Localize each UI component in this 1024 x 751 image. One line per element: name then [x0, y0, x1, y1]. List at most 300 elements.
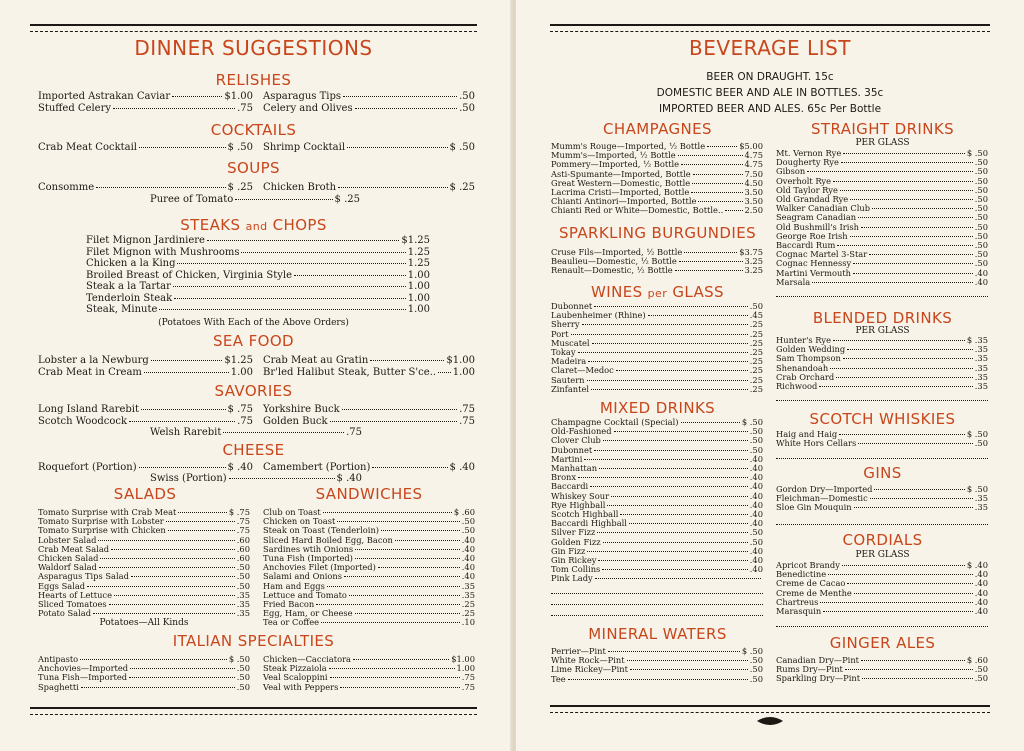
gins-list	[776, 485, 988, 513]
leader-dots	[603, 542, 748, 543]
menu-item-price: 1.00	[407, 269, 430, 281]
menu-item-price: .50	[236, 681, 250, 692]
leader-dots	[568, 679, 748, 680]
menu-item	[150, 427, 362, 439]
leader-dots	[853, 273, 973, 274]
menu-item-price: .40	[461, 534, 475, 545]
leader-dots	[355, 549, 460, 550]
steaks-title-b: CHOPS	[267, 216, 327, 234]
savories-left-list	[38, 404, 253, 427]
menu-item-name: Richwood	[776, 381, 818, 392]
ginger-heading: GINGER ALES	[829, 634, 936, 652]
menu-item	[263, 618, 475, 627]
savories-center-list	[150, 427, 362, 439]
menu-item-price: .40	[461, 553, 475, 564]
menu-item-price: $1.00	[446, 355, 475, 366]
menu-item-price: .50	[236, 562, 250, 573]
menu-item-price: .50	[974, 175, 988, 186]
menu-item-price: .40	[974, 569, 988, 580]
menu-item-name: Bronx	[551, 472, 577, 483]
menu-item-name: Creme de Cacao	[776, 578, 846, 589]
menu-item-name: Zinfantel	[551, 383, 590, 394]
menu-item-name: Steak Pizzaiola	[263, 663, 327, 674]
leader-dots	[235, 199, 332, 200]
menu-item-name: Old-Fashioned	[551, 426, 612, 437]
leader-dots	[847, 583, 972, 584]
menu-item-price: .75	[236, 516, 250, 527]
mixed-list	[551, 418, 763, 584]
leader-dots	[111, 549, 235, 550]
leader-dots	[603, 440, 748, 441]
menu-item-price: 1.00	[407, 304, 430, 315]
menu-item-price: .40	[749, 472, 763, 483]
menu-item-name: Haig and Haig	[776, 429, 838, 439]
menu-item-price: .25	[461, 599, 475, 610]
menu-item	[263, 683, 475, 692]
menu-item-name: Creme de Menthe	[776, 587, 852, 598]
menu-item-price: .35	[974, 353, 988, 364]
leader-dots	[337, 521, 459, 522]
leader-dots	[872, 208, 973, 209]
wines-title-b: GLASS	[667, 283, 724, 301]
cheese-heading: CHEESE	[222, 441, 285, 459]
menu-item-price: .50	[461, 516, 475, 527]
menu-item-name: Muscatel	[551, 337, 590, 348]
blended-sub: PER GLASS	[855, 326, 910, 336]
menu-item-name: Marsala	[776, 276, 811, 287]
beer-line-1: BEER ON DRAUGHT. 15c	[706, 71, 834, 83]
menu-item-name: Sardines wtih Onions	[263, 543, 354, 554]
menu-item-name: Golden Buck	[263, 415, 328, 427]
leader-dots	[823, 611, 973, 612]
menu-item-name: Great Western—Domestic, Bottle	[551, 177, 691, 188]
leader-dots	[614, 431, 748, 432]
leader-dots	[627, 660, 748, 661]
champagnes-list	[551, 142, 763, 216]
menu-item-name: Perrier—Pint	[551, 646, 606, 656]
menu-item-name: Tee	[551, 673, 566, 684]
menu-item-name: Steak a la Tartar	[86, 281, 171, 292]
menu-item	[86, 247, 430, 259]
menu-item-price: .25	[749, 365, 763, 376]
menu-item	[150, 473, 362, 485]
soups-left-list	[38, 182, 253, 194]
menu-item-price: .50	[974, 240, 988, 251]
menu-item-price: $1.00	[451, 654, 475, 664]
menu-item	[551, 464, 763, 473]
leader-dots	[381, 530, 460, 531]
leader-dots	[630, 669, 748, 670]
menu-item-price: $ .50	[966, 148, 988, 158]
menu-item-name: Hunter's Rye	[776, 335, 832, 345]
leader-dots	[590, 486, 748, 487]
menu-item	[263, 404, 475, 416]
menu-item	[263, 462, 475, 474]
scotch-blank-lines	[776, 449, 988, 460]
menu-item-name: Scotch Woodcock	[38, 415, 128, 427]
seafood-left-list	[38, 355, 253, 378]
menu-item-price: $ .60	[966, 655, 988, 665]
menu-item-price: .50	[236, 580, 250, 591]
menu-item-name: Crab Meat au Gratin	[263, 355, 369, 366]
menu-item	[86, 235, 430, 247]
menu-item-price: .50	[974, 157, 988, 168]
leader-dots	[858, 217, 973, 218]
menu-item-price: .50	[749, 435, 763, 446]
leader-dots	[819, 386, 973, 387]
menu-item-price: .35	[461, 580, 475, 591]
menu-item-name: Old Grandad Rye	[776, 194, 849, 205]
straight-blank-lines	[776, 287, 988, 298]
menu-item-price: .25	[749, 374, 763, 385]
menu-item-name: Asti-Spumante—Imported, Bottle	[551, 168, 691, 179]
menu-item-price: 3.50	[744, 196, 763, 207]
menu-item-price: $ .75	[227, 404, 253, 415]
menu-item-price: .50	[749, 444, 763, 455]
menu-item-price: 4.75	[744, 159, 763, 170]
cheese-right-list	[263, 462, 475, 474]
blank-line	[776, 287, 988, 297]
menu-item-name: Spaghetti	[38, 681, 79, 692]
menu-item	[776, 158, 988, 167]
menu-item	[776, 503, 988, 512]
menu-item-name: Marasquin	[776, 606, 822, 617]
leader-dots	[81, 687, 235, 688]
leader-dots	[854, 593, 973, 594]
menu-item	[38, 182, 253, 194]
menu-item-name: Shenandoah	[776, 362, 829, 373]
menu-item-price: .40	[461, 562, 475, 573]
leader-dots	[869, 254, 973, 255]
menu-item-name: Chianti Red or White—Domestic, Bottle..	[551, 205, 724, 216]
menu-item-name: Lobster a la Newburg	[38, 355, 149, 366]
ginger-list	[776, 656, 988, 684]
menu-item-price: 1.00	[407, 281, 430, 292]
menu-item-name: Gin Rickey	[551, 555, 597, 566]
wines-title-per: per	[647, 287, 668, 300]
cheese-left-list	[38, 462, 253, 474]
leader-dots	[378, 567, 460, 568]
leader-dots	[587, 380, 748, 381]
menu-item-price: .50	[461, 525, 475, 536]
menu-item	[263, 416, 475, 428]
menu-item	[38, 103, 253, 115]
menu-item-name: Sautern	[551, 374, 585, 385]
leader-dots	[841, 162, 973, 163]
menu-item	[38, 91, 253, 103]
menu-item-price: $1.25	[401, 235, 430, 246]
leader-dots	[812, 282, 973, 283]
menu-item-name: White Rock—Pint	[551, 655, 625, 666]
leader-dots	[172, 96, 222, 97]
menu-item-name: Broiled Breast of Chicken, Virginia Style	[86, 269, 292, 281]
menu-item-price: .25	[461, 608, 475, 619]
leader-dots	[839, 434, 965, 435]
menu-item-name: Baccardi Rum	[776, 240, 836, 251]
menu-item-price: .10	[461, 617, 475, 628]
leader-dots	[129, 421, 235, 422]
leader-dots	[681, 422, 740, 423]
menu-item-price: .75	[236, 525, 250, 536]
menu-item-name: Walker Canadian Club	[776, 203, 871, 214]
menu-item-name: Pink Lady	[551, 573, 593, 584]
menu-item-price: 3.25	[744, 265, 763, 276]
menu-item-price: .50	[974, 664, 988, 675]
menu-item-price: .35	[974, 381, 988, 392]
leader-dots	[578, 477, 748, 478]
leader-dots	[355, 613, 460, 614]
blank-line	[551, 584, 763, 594]
leader-dots	[843, 153, 965, 154]
menu-item-name: Tomato Surprise with Crab Meat	[38, 507, 177, 517]
wines-heading	[550, 283, 765, 301]
menu-item-price: .40	[749, 555, 763, 566]
salads-heading: SALADS	[113, 485, 177, 503]
leader-dots	[347, 147, 448, 148]
leader-dots	[707, 146, 737, 147]
menu-item-price: $ .35	[966, 335, 988, 345]
menu-item-name: Chartreus	[776, 596, 819, 607]
leader-dots	[168, 530, 235, 531]
leader-dots	[330, 677, 460, 678]
cordials-blank-lines	[776, 617, 988, 628]
menu-item-name: Mumm's—Imported, ½ Bottle	[551, 150, 676, 161]
menu-item-price: .35	[974, 362, 988, 373]
leader-dots	[395, 540, 460, 541]
menu-item-price: 3.50	[744, 187, 763, 198]
steaks-heading	[30, 216, 477, 234]
menu-item-price: .25	[749, 337, 763, 348]
blended-list	[776, 336, 988, 391]
menu-item-name: Antipasto	[38, 654, 79, 664]
menu-item-name: Asparagus Tips Salad	[38, 571, 129, 582]
menu-item-name: Tea or Coffee	[263, 617, 320, 628]
menu-item-price: $ .25	[227, 182, 253, 193]
menu-item-name: Celery and Olives	[263, 102, 353, 114]
menu-item-price: .40	[749, 545, 763, 556]
top-rule-left	[30, 24, 477, 32]
menu-item-price: 1.00	[456, 663, 475, 674]
blank-line	[551, 606, 763, 616]
menu-item-name: Golden Wedding	[776, 344, 846, 355]
menu-item-price: .40	[461, 543, 475, 554]
menu-item-name: Gibson	[776, 166, 806, 177]
menu-item-price: .50	[749, 426, 763, 437]
menu-item-price: .35	[236, 589, 250, 600]
menu-item	[86, 304, 430, 316]
menu-item	[86, 281, 430, 293]
leader-dots	[316, 604, 460, 605]
leader-dots	[807, 171, 973, 172]
menu-item-name: Gordon Dry—Imported	[776, 484, 873, 494]
leader-dots	[862, 678, 973, 679]
leader-dots	[113, 108, 235, 109]
menu-item	[38, 404, 253, 416]
menu-item-name: Hearts of Lettuce	[38, 589, 112, 600]
leader-dots	[109, 604, 235, 605]
menu-item-price: $3.75	[739, 247, 763, 257]
menu-item-name: Asparagus Tips	[263, 91, 342, 102]
menu-item-price: $5.00	[739, 141, 763, 151]
menu-item	[263, 355, 475, 367]
beer-line-2: DOMESTIC BEER AND ALE IN BOTTLES. 35c	[656, 87, 884, 99]
menu-item	[776, 439, 988, 448]
menu-item-name: Pommery—Imported, ½ Bottle	[551, 159, 680, 170]
menu-item-price: .50	[974, 673, 988, 684]
menu-item-name: Potato Salad	[38, 608, 92, 619]
menu-item-name: Salami and Onions	[263, 571, 343, 582]
leader-dots	[327, 586, 460, 587]
menu-item-name: Rye Highball	[551, 499, 606, 510]
leader-dots	[591, 389, 748, 390]
leader-dots	[837, 245, 972, 246]
menu-item-name: Sherry	[551, 319, 580, 330]
mixed-heading: MIXED DRINKS	[599, 399, 716, 417]
menu-item-price: .60	[236, 553, 250, 564]
menu-item-price: .50	[974, 212, 988, 223]
menu-item-price: .40	[974, 587, 988, 598]
menu-item	[263, 91, 475, 103]
menu-item-name: Imported Astrakan Caviar	[38, 91, 171, 102]
menu-item-name: Dubonnet	[551, 301, 593, 311]
menu-item	[86, 270, 430, 282]
menu-item-name: Madeira	[551, 356, 587, 367]
leader-dots	[139, 467, 226, 468]
menu-item-name: Club on Toast	[263, 507, 321, 517]
menu-item-name: Lobster Salad	[38, 534, 97, 545]
leader-dots	[588, 361, 748, 362]
gins-blank-lines	[776, 515, 988, 526]
menu-item-price: .50	[749, 536, 763, 547]
leader-dots	[850, 236, 973, 237]
leader-dots	[87, 586, 235, 587]
menu-item-name: Puree of Tomato	[150, 194, 234, 205]
straight-list	[776, 149, 988, 287]
menu-item-price: .35	[974, 371, 988, 382]
menu-item-name: Fleichman—Domestic	[776, 493, 868, 504]
menu-item-price: .50	[974, 194, 988, 205]
menu-item-name: Steak, Minute	[86, 304, 158, 315]
menu-item-price: .50	[974, 438, 988, 449]
menu-item-price: $ .50	[741, 646, 763, 656]
menu-item-name: Tuna Fish (Imported)	[263, 553, 353, 564]
leader-dots	[372, 467, 447, 468]
leader-dots	[840, 190, 973, 191]
menu-item-name: Crab Meat Cocktail	[38, 142, 137, 153]
menu-item-price: .50	[459, 102, 475, 114]
leader-dots	[598, 560, 747, 561]
menu-item-name: Old Taylor Rye	[776, 184, 838, 195]
menu-item	[38, 355, 253, 367]
leader-dots	[329, 668, 455, 669]
menu-item-name: Ham and Eggs	[263, 580, 325, 591]
menu-item-price: .50	[974, 249, 988, 260]
menu-item-name: Champagne Cocktail (Special)	[551, 417, 679, 427]
menu-item	[776, 607, 988, 616]
menu-item	[263, 182, 475, 194]
menu-item-name: Silver Fizz	[551, 527, 596, 538]
menu-item-price: .75	[237, 102, 253, 114]
blank-line	[776, 449, 988, 459]
menu-item	[551, 206, 763, 215]
seafood-right-list	[263, 355, 475, 378]
menu-item-price: .75	[461, 681, 475, 692]
leader-dots	[850, 199, 973, 200]
menu-item-price: .50	[974, 166, 988, 177]
menu-item-price: .75	[461, 672, 475, 683]
menu-item-name: Martini Vermouth	[776, 267, 852, 278]
leader-dots	[853, 263, 973, 264]
wines-title-a: WINES	[591, 283, 648, 301]
leader-dots	[858, 443, 973, 444]
menu-item-name: Camembert (Portion)	[263, 462, 371, 473]
soups-right-list	[263, 182, 475, 194]
menu-item-price: .40	[749, 509, 763, 520]
menu-item-name: Cruse Fils—Imported, ½ Bottle	[551, 247, 683, 257]
leader-dots	[648, 315, 748, 316]
menu-item-name: Shrimp Cocktail	[263, 142, 346, 153]
menu-item-name: Fried Bacon	[263, 599, 315, 610]
relishes-heading: RELISHES	[215, 71, 292, 89]
italian-left-list	[38, 655, 250, 692]
menu-item-price: $ .75	[228, 507, 250, 517]
steaks-title-a: STEAKS	[180, 216, 246, 234]
menu-item-price: .25	[749, 383, 763, 394]
leader-dots	[587, 551, 747, 552]
cocktails-left-list	[38, 142, 253, 154]
menu-item-price: .50	[749, 664, 763, 675]
leader-dots	[870, 498, 973, 499]
menu-item-price: .50	[459, 91, 475, 102]
bottom-rule-left	[30, 707, 477, 715]
menu-item-name: Swiss (Portion)	[150, 473, 227, 484]
scotch-list	[776, 430, 988, 448]
leader-dots	[321, 622, 460, 623]
menu-item	[38, 462, 253, 474]
blank-line	[776, 515, 988, 525]
menu-item	[776, 278, 988, 287]
menu-item-price: .35	[974, 344, 988, 355]
menu-item-price: 4.75	[744, 150, 763, 161]
menu-item-name: Eggs Salad	[38, 580, 86, 591]
menu-item-name: Canadian Dry—Pint	[776, 655, 859, 665]
blank-line	[776, 617, 988, 627]
menu-item	[551, 311, 763, 320]
gins-heading: GINS	[863, 464, 902, 482]
leader-dots	[693, 174, 743, 175]
leader-dots	[692, 183, 742, 184]
menu-item-price: .25	[749, 356, 763, 367]
menu-item	[38, 142, 253, 154]
leader-dots	[594, 450, 748, 451]
leader-dots	[843, 358, 973, 359]
menu-item-name: Renault—Domestic, ½ Bottle	[551, 265, 673, 276]
menu-item-name: Chianti Antinori—Imported, Bottle	[551, 196, 697, 207]
leader-dots	[159, 309, 405, 310]
wines-list	[551, 302, 763, 394]
leader-dots	[698, 201, 742, 202]
salads-note: Potatoes—All Kinds	[99, 618, 189, 628]
menu-item	[551, 385, 763, 394]
menu-item-name: Apricot Brandy	[776, 560, 840, 570]
menu-item-price: .25	[749, 347, 763, 358]
leader-dots	[594, 306, 748, 307]
blended-blank-lines	[776, 391, 988, 402]
leader-dots	[229, 478, 335, 479]
menu-item-name: Golden Fizz	[551, 536, 601, 547]
menu-item-price: $ .50	[228, 654, 250, 664]
menu-item-price: .50	[236, 663, 250, 674]
